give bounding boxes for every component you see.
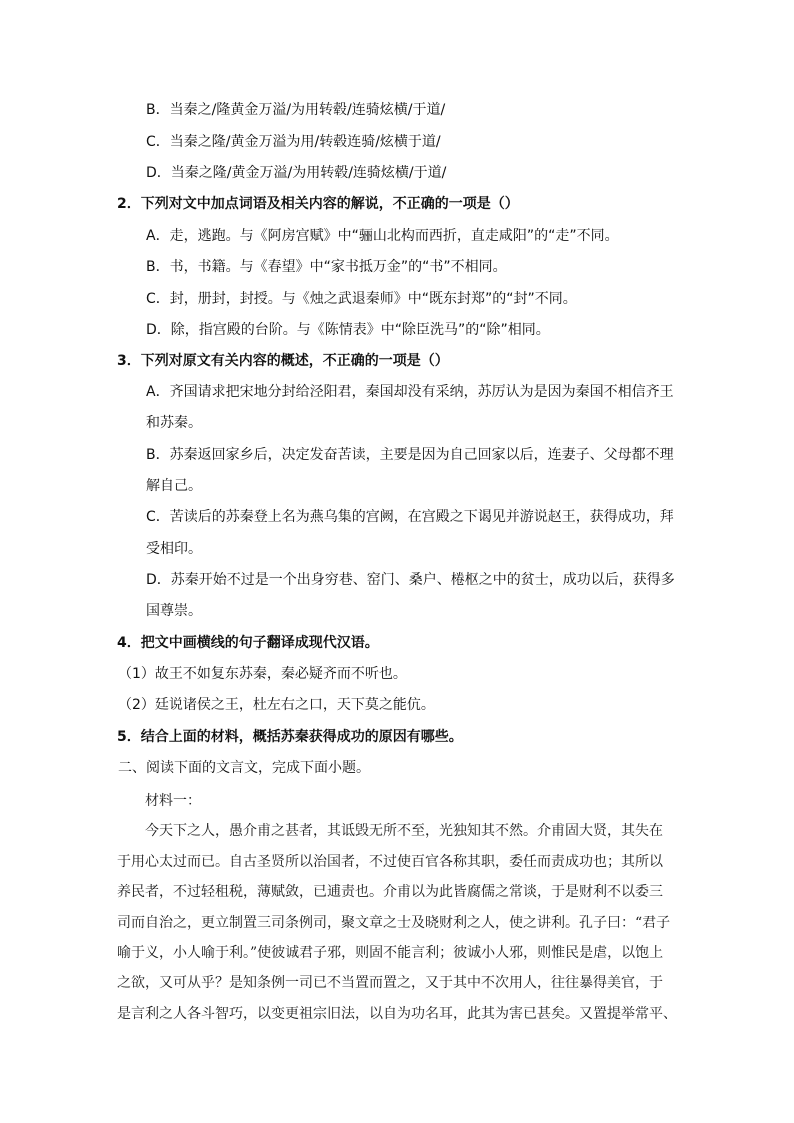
- section-2-heading: 二、阅读下面的文言文，完成下面小题。: [118, 760, 370, 776]
- q3-option-c: C．苦读后的苏秦登上名为燕乌集的宫阙，在宫殿之下谒见并游说赵王，获得成功，拜: [146, 509, 674, 525]
- question-4-stem: 4．把文中画横线的句子翻译成现代汉语。: [117, 635, 379, 651]
- question-2-stem: 2．下列对文中加点词语及相关内容的解说，不正确的一项是（）: [117, 196, 519, 212]
- q1-option-c: C．当秦之隆/黄金万溢为用/转毂连骑/炫横于道/: [146, 134, 441, 150]
- q3-option-a-cont: 和苏秦。: [146, 415, 202, 431]
- question-3-stem: 3．下列对原文有关内容的概述，不正确的一项是（）: [117, 353, 449, 369]
- passage-line: 于用心太过而已。自古圣贤所以治国者，不过使百官各称其职，委任而责成功也；其所以: [117, 853, 663, 870]
- passage-line: 是言利之人各斗智巧，以变更祖宗旧法，以自为功名耳，此其为害已甚矣。又置提举常平、: [117, 1005, 677, 1022]
- q3-option-c-cont: 受相印。: [146, 541, 202, 557]
- q2-option-a: A．走，逃跑。与《阿房宫赋》中“骊山北构而西折，直走咸阳”的“走”不同。: [146, 228, 619, 244]
- q4-sentence-1: （1）故王不如复东苏秦，秦必疑齐而不听也。: [118, 666, 407, 682]
- q3-option-b-cont: 解自己。: [146, 478, 202, 494]
- passage: [117, 786, 687, 1029]
- question-5-stem: 5．结合上面的材料，概括苏秦获得成功的原因有哪些。: [117, 729, 463, 745]
- q3-option-a: A．齐国请求把宋地分封给泾阳君，秦国却没有采纳，苏厉认为是因为秦国不相信齐王: [146, 384, 674, 400]
- q2-option-d: D．除，指宫殿的台阶。与《陈情表》中“除臣洗马”的“除”相同。: [146, 322, 550, 338]
- passage-line: 司而自治之，更立制置三司条例司，聚文章之士及晓财利之人，使之讲利。孔子曰：“君子: [117, 914, 671, 931]
- q2-option-c: C．封，册封，封授。与《烛之武退秦师》中“既东封郑”的“封”不同。: [146, 291, 577, 307]
- q3-option-b: B．苏秦返回家乡后，决定发奋苦读，主要是因为自己回家以后，连妻子、父母都不理: [146, 447, 674, 463]
- q3-option-d-cont: 国尊崇。: [146, 603, 202, 619]
- q1-option-d: D．当秦之隆/黄金万溢/为用转毂/连骑炫横/于道/: [146, 165, 447, 181]
- passage-line: 今天下之人，愚介甫之甚者，其诋毁无所不至，光独知其不然。介甫固大贤，其失在: [145, 823, 663, 840]
- q1-option-b: B．当秦之/隆黄金万溢/为用转毂/连骑炫横/于道/: [146, 102, 446, 118]
- q4-sentence-2: （2）廷说诸侯之王，杜左右之口，天下莫之能伉。: [118, 697, 435, 713]
- q2-option-b: B．书，书籍。与《春望》中“家书抵万金”的“书”不相同。: [146, 259, 507, 275]
- passage-line: 养民者，不过轻租税，薄赋敛，已逋责也。介甫以为此皆腐儒之常谈，于是财利不以委三: [117, 884, 663, 901]
- passage-line: 之欲，又可从乎？是知条例一司已不当置而置之，又于其中不次用人，往往暴得美官，于: [117, 975, 663, 992]
- material-label: 材料一：: [145, 793, 201, 809]
- q3-option-d: D．苏秦开始不过是一个出身穷巷、窑门、桑户、棬枢之中的贫士，成功以后，获得多: [146, 572, 675, 588]
- passage-line: 喻于义，小人喻于利。”使彼诚君子邪，则固不能言利；彼诚小人邪，则惟民是虐，以饱上: [117, 945, 664, 962]
